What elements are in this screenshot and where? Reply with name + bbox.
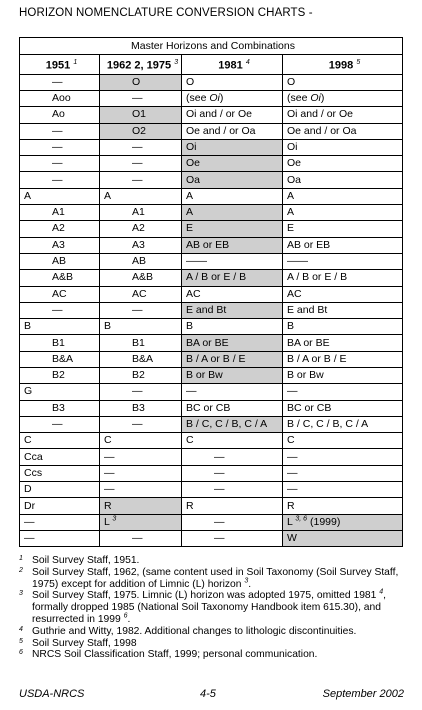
table-cell: A [100, 188, 182, 204]
table-cell: A&B [100, 270, 182, 286]
table-cell: A [283, 205, 403, 221]
table-cell: — [182, 465, 283, 481]
table-cell: A3 [100, 237, 182, 253]
table-cell: Oe and / or Oa [182, 123, 283, 139]
table-cell: BC or CB [283, 400, 403, 416]
table-cell: B3 [100, 400, 182, 416]
table-cell: — [182, 482, 283, 498]
table-row [20, 156, 403, 172]
header-row [20, 55, 403, 75]
table-cell: Oa [182, 172, 283, 188]
table-cell: C [283, 433, 403, 449]
table-cell: R [100, 498, 182, 514]
table-row [20, 172, 403, 188]
table-cell: C [182, 433, 283, 449]
table-cell: A [20, 188, 100, 204]
table-cell: — [100, 302, 182, 318]
table-cell: AC [283, 286, 403, 302]
table-cell: Oi and / or Oe [283, 107, 403, 123]
table-cell: BC or CB [182, 400, 283, 416]
col-1998: 1998 $^5$ [283, 55, 403, 75]
table-cell: A / B or E / B [283, 270, 403, 286]
table-cell: A&B [20, 270, 100, 286]
conversion-table [19, 37, 403, 547]
table-cell: O1 [100, 107, 182, 123]
table-cell: B or Bw [283, 368, 403, 384]
table-cell: A [283, 188, 403, 204]
table-row [20, 188, 403, 204]
table-cell: — [20, 172, 100, 188]
table-cell: A1 [100, 205, 182, 221]
table-row [20, 107, 403, 123]
table-cell: Oa [283, 172, 403, 188]
table-cell: — [182, 530, 283, 546]
table-cell: B1 [100, 335, 182, 351]
footnote-ref: 5 [356, 59, 361, 66]
footer-page-number: 4-5 [200, 688, 216, 700]
table-cell: — [100, 530, 182, 546]
table-cell: E [182, 221, 283, 237]
table-cell: E [283, 221, 403, 237]
table-cell: — [283, 465, 403, 481]
table-cell: C [20, 433, 100, 449]
table-cell: D [20, 482, 100, 498]
table-row [20, 530, 403, 546]
table-cell: BA or BE [182, 335, 283, 351]
table-cell: — [100, 465, 182, 481]
table-cell: B / C, C / B, C / A [283, 416, 403, 432]
table-cell: L $^3$ [100, 514, 182, 530]
table-row [20, 302, 403, 318]
table-cell: A3 [20, 237, 100, 253]
table-cell: L $^{3, 6}$ (1999) [283, 514, 403, 530]
table-cell: R [283, 498, 403, 514]
page-title: HORIZON NOMENCLATURE CONVERSION CHARTS - [19, 7, 313, 19]
table-row [20, 139, 403, 155]
footnote-ref: 1 [73, 59, 78, 66]
table-cell: Oi [182, 139, 283, 155]
table-cell: B&A [20, 351, 100, 367]
table-cell: AC [182, 286, 283, 302]
table-cell: Oe [182, 156, 283, 172]
table-row [20, 90, 403, 106]
table-cell: — [100, 139, 182, 155]
table-cell: — [20, 74, 100, 90]
table-cell: AB [100, 253, 182, 269]
table-cell: Oi and / or Oe [182, 107, 283, 123]
table-cell: Dr [20, 498, 100, 514]
table-row [20, 237, 403, 253]
footnote-ref: 3 [112, 515, 117, 523]
table-cell: B / C, C / B, C / A [182, 416, 283, 432]
footnote-ref: 3 [174, 59, 179, 66]
col-1962-1975: 1962 2, 1975 $^3$ [100, 55, 182, 75]
table-cell: — [283, 384, 403, 400]
table-cell: C [100, 433, 182, 449]
table-cell: (see Oi) [283, 90, 403, 106]
table-cell: E and Bt [283, 302, 403, 318]
footer-publisher: USDA-NRCS [19, 688, 85, 700]
table-cell: B / A or B / E [182, 351, 283, 367]
table-cell: B2 [100, 368, 182, 384]
table-cell: — [182, 449, 283, 465]
table-row [20, 270, 403, 286]
table-cell: AB or EB [283, 237, 403, 253]
footnote: 4 Guthrie and Witty, 1982. Additional changes to lithologic discontinuities. [19, 625, 357, 637]
table-row [20, 482, 403, 498]
table-cell: A2 [20, 221, 100, 237]
table-cell: — [20, 530, 100, 546]
footer-date: September 2002 [322, 688, 404, 700]
table-cell: B&A [100, 351, 182, 367]
table-row [20, 319, 403, 335]
table-cell: A [182, 188, 283, 204]
table-row [20, 351, 403, 367]
table-cell: — [100, 482, 182, 498]
table-cell: — [283, 482, 403, 498]
footnote-ref: 3, 6 [295, 515, 308, 523]
table-row [20, 465, 403, 481]
footnote: 3 Soil Survey Staff, 1975. Limnic (L) horizon was adopted 1975, omitted 1981 $^4$, formally dropped 1985 (National Soil Taxonomy Handbook item 615.30), and resurrected in 1999 $^6$. [19, 588, 387, 625]
table-cell: R [182, 498, 283, 514]
table-cell: Oi [283, 139, 403, 155]
table-cell: — [100, 90, 182, 106]
table-cell: O [182, 74, 283, 90]
table-cell: B [20, 319, 100, 335]
table-cell: Ao [20, 107, 100, 123]
table-cell: — [182, 514, 283, 530]
table-cell: W [283, 530, 403, 546]
table-cell: — [20, 123, 100, 139]
table-row [20, 384, 403, 400]
table-cell: — [100, 384, 182, 400]
table-cell: — [20, 416, 100, 432]
table-cell: B [100, 319, 182, 335]
table-row [20, 253, 403, 269]
table-cell: AB [20, 253, 100, 269]
table-caption: Master Horizons and Combinations [20, 38, 403, 55]
table-cell: B or Bw [182, 368, 283, 384]
table-cell: Ccs [20, 465, 100, 481]
footnote: 2 Soil Survey Staff, 1962, (same content used in Soil Taxonomy (Soil Survey Staff, 1975) except for addition of Limnic (L) horizon $^3$. [19, 566, 399, 590]
table-cell: Oe [283, 156, 403, 172]
table-cell: G [20, 384, 100, 400]
table-row [20, 416, 403, 432]
table-row [20, 514, 403, 530]
col-1981: 1981 $^4$ [182, 55, 283, 75]
table-row [20, 286, 403, 302]
table-cell: O [283, 74, 403, 90]
table-cell: (see Oi) [182, 90, 283, 106]
table-cell: A1 [20, 205, 100, 221]
table-cell: A [182, 205, 283, 221]
table-cell: — [20, 514, 100, 530]
footnotes [19, 555, 414, 661]
table-cell: — [283, 449, 403, 465]
table-cell: B / A or B / E [283, 351, 403, 367]
table-cell: —— [283, 253, 403, 269]
table-cell: Oe and / or Oa [283, 123, 403, 139]
table-cell: — [20, 139, 100, 155]
table-row [20, 400, 403, 416]
table-cell: B [283, 319, 403, 335]
table-row [20, 433, 403, 449]
table-cell: A / B or E / B [182, 270, 283, 286]
table-row [20, 205, 403, 221]
table-cell: B3 [20, 400, 100, 416]
table-row [20, 368, 403, 384]
table-cell: BA or BE [283, 335, 403, 351]
table-cell: AB or EB [182, 237, 283, 253]
table-row [20, 449, 403, 465]
table-cell: — [20, 302, 100, 318]
table-row [20, 335, 403, 351]
table-cell: —— [182, 253, 283, 269]
table-row [20, 74, 403, 90]
footnote: 5 Soil Survey Staff, 1998 [19, 637, 137, 649]
table-cell: B1 [20, 335, 100, 351]
table-cell: AC [20, 286, 100, 302]
table-cell: Cca [20, 449, 100, 465]
table-cell: AC [100, 286, 182, 302]
table-cell: E and Bt [182, 302, 283, 318]
footnote: 1 Soil Survey Staff, 1951. [19, 555, 140, 566]
table-row [20, 498, 403, 514]
table-cell: B2 [20, 368, 100, 384]
table-cell: — [182, 384, 283, 400]
footnote: 6 NRCS Soil Classification Staff, 1999; personal communication. [19, 649, 318, 661]
table-row [20, 221, 403, 237]
footnote-ref: 4 [245, 59, 250, 66]
table-cell: B [182, 319, 283, 335]
table-cell: A2 [100, 221, 182, 237]
table-cell: O [100, 74, 182, 90]
col-1951: 1951 $^1$ [20, 55, 100, 75]
table-cell: — [100, 172, 182, 188]
table-cell: Aoo [20, 90, 100, 106]
table-row [20, 123, 403, 139]
table-cell: — [20, 156, 100, 172]
table-cell: — [100, 449, 182, 465]
table-cell: — [100, 416, 182, 432]
table-cell: O2 [100, 123, 182, 139]
table-cell: — [100, 156, 182, 172]
